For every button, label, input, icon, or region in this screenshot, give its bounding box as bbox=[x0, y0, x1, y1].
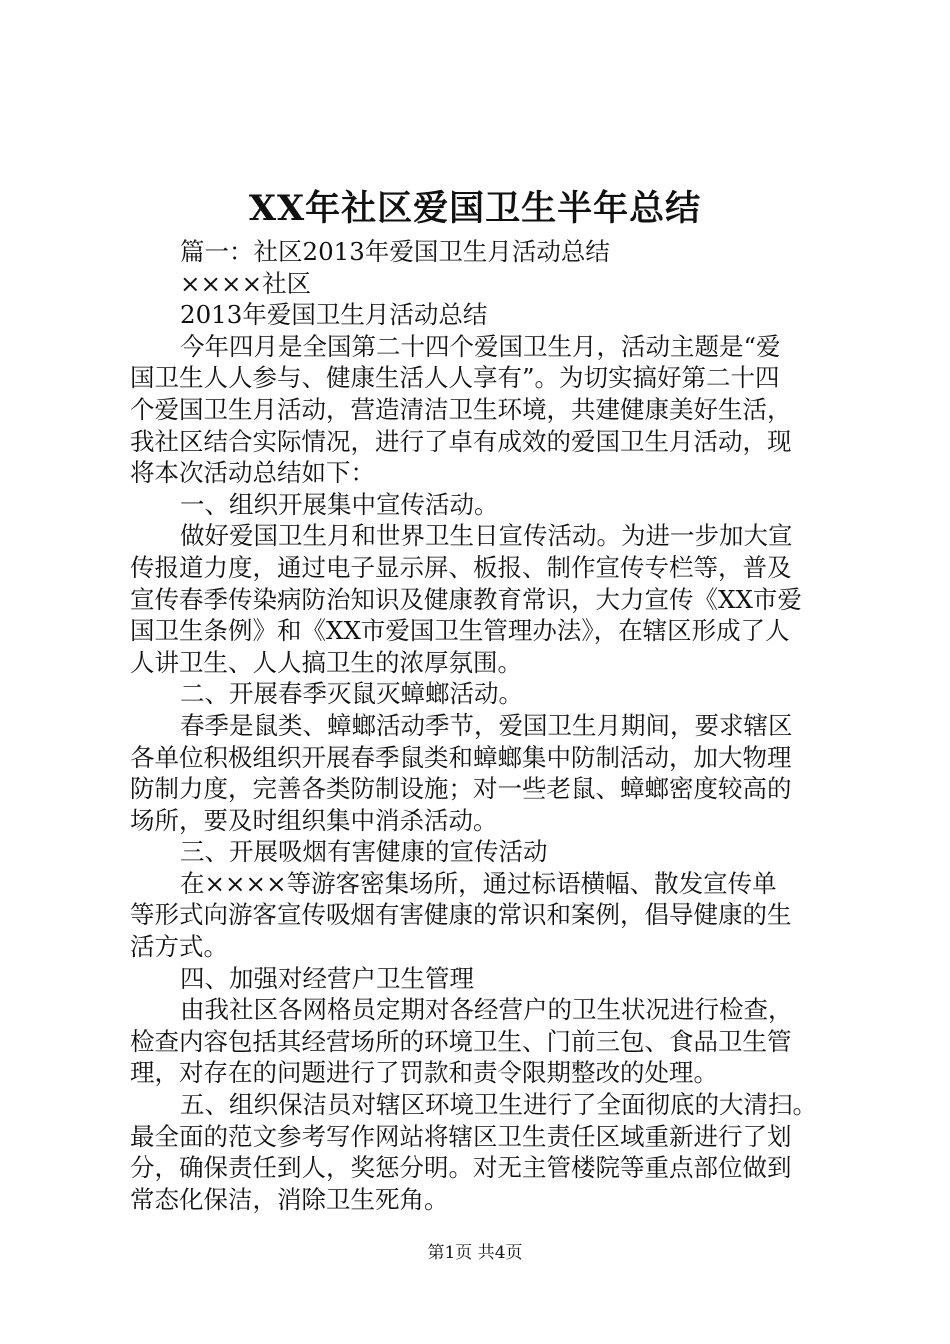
text-line: 一、组织开展集中宣传活动。 bbox=[180, 489, 499, 519]
text-line: 由我社区各网格员定期对各经营户的卫生状况进行检查， bbox=[180, 995, 793, 1025]
text-line: 三、开展吸烟有害健康的宣传活动 bbox=[180, 837, 548, 867]
text-line: 国卫生人人参与、健康生活人人享有”。为切实搞好第二十四 bbox=[130, 363, 780, 393]
text-line: 人讲卫生、人人搞卫生的浓厚氛围。 bbox=[130, 647, 522, 677]
text-line: 2013年爱国卫生月活动总结 bbox=[180, 300, 488, 330]
text-line: ××××社区 bbox=[180, 268, 312, 298]
text-line: 传报道力度，通过电子显示屏、板报、制作宣传专栏等，普及 bbox=[130, 552, 792, 582]
document-body bbox=[130, 236, 835, 1215]
text-line: 在××××等游客密集场所，通过标语横幅、散发宣传单 bbox=[180, 868, 777, 898]
text-line: 分，确保责任到人，奖惩分明。对无主管楼院等重点部位做到 bbox=[130, 1153, 792, 1183]
text-line: 检查内容包括其经营场所的环境卫生、门前三包、食品卫生管 bbox=[130, 1026, 792, 1056]
text-line: 做好爱国卫生月和世界卫生日宣传活动。为进一步加大宣 bbox=[180, 521, 793, 551]
text-line: 五、组织保洁员对辖区环境卫生进行了全面彻底的大清扫。 bbox=[180, 1090, 817, 1120]
text-line: 国卫生条例》和《XX市爱国卫生管理办法》，在辖区形成了人 bbox=[130, 616, 790, 646]
text-line: 活方式。 bbox=[130, 932, 228, 962]
text-line: 二、开展春季灭鼠灭蟑螂活动。 bbox=[180, 679, 523, 709]
text-line: 场所，要及时组织集中消杀活动。 bbox=[130, 805, 498, 835]
text-line: 四、加强对经营户卫生管理 bbox=[180, 963, 474, 993]
text-line: 今年四月是全国第二十四个爱国卫生月，活动主题是“爱 bbox=[180, 331, 781, 361]
text-line: 最全面的范文参考写作网站将辖区卫生责任区域重新进行了划 bbox=[130, 1121, 792, 1151]
text-line: 我社区结合实际情况，进行了卓有成效的爱国卫生月活动，现 bbox=[130, 426, 792, 456]
text-line: 各单位积极组织开展春季鼠类和蟑螂集中防制活动，加大物理 bbox=[130, 742, 792, 772]
page-number: 第1页 共4页 bbox=[427, 1243, 523, 1263]
text-line: 个爱国卫生月活动，营造清洁卫生环境，共建健康美好生活， bbox=[130, 394, 792, 424]
text-line: 防制力度，完善各类防制设施；对一些老鼠、蟑螂密度较高的 bbox=[130, 774, 792, 804]
text-line: 篇一：社区2013年爱国卫生月活动总结 bbox=[180, 237, 610, 266]
text-line: 等形式向游客宣传吸烟有害健康的常识和案例，倡导健康的生 bbox=[130, 900, 792, 930]
text-line: 将本次活动总结如下： bbox=[130, 458, 375, 488]
text-line: 宣传春季传染病防治知识及健康教育常识，大力宣传《XX市爱 bbox=[130, 584, 802, 614]
document-title: XX年社区爱国卫生半年总结 bbox=[248, 188, 702, 229]
text-line: 理，对存在的问题进行了罚款和责令限期整改的处理。 bbox=[130, 1058, 718, 1088]
text-line: 春季是鼠类、蟑螂活动季节，爱国卫生月期间，要求辖区 bbox=[180, 710, 793, 740]
text-line: 常态化保洁，消除卫生死角。 bbox=[130, 1184, 449, 1214]
